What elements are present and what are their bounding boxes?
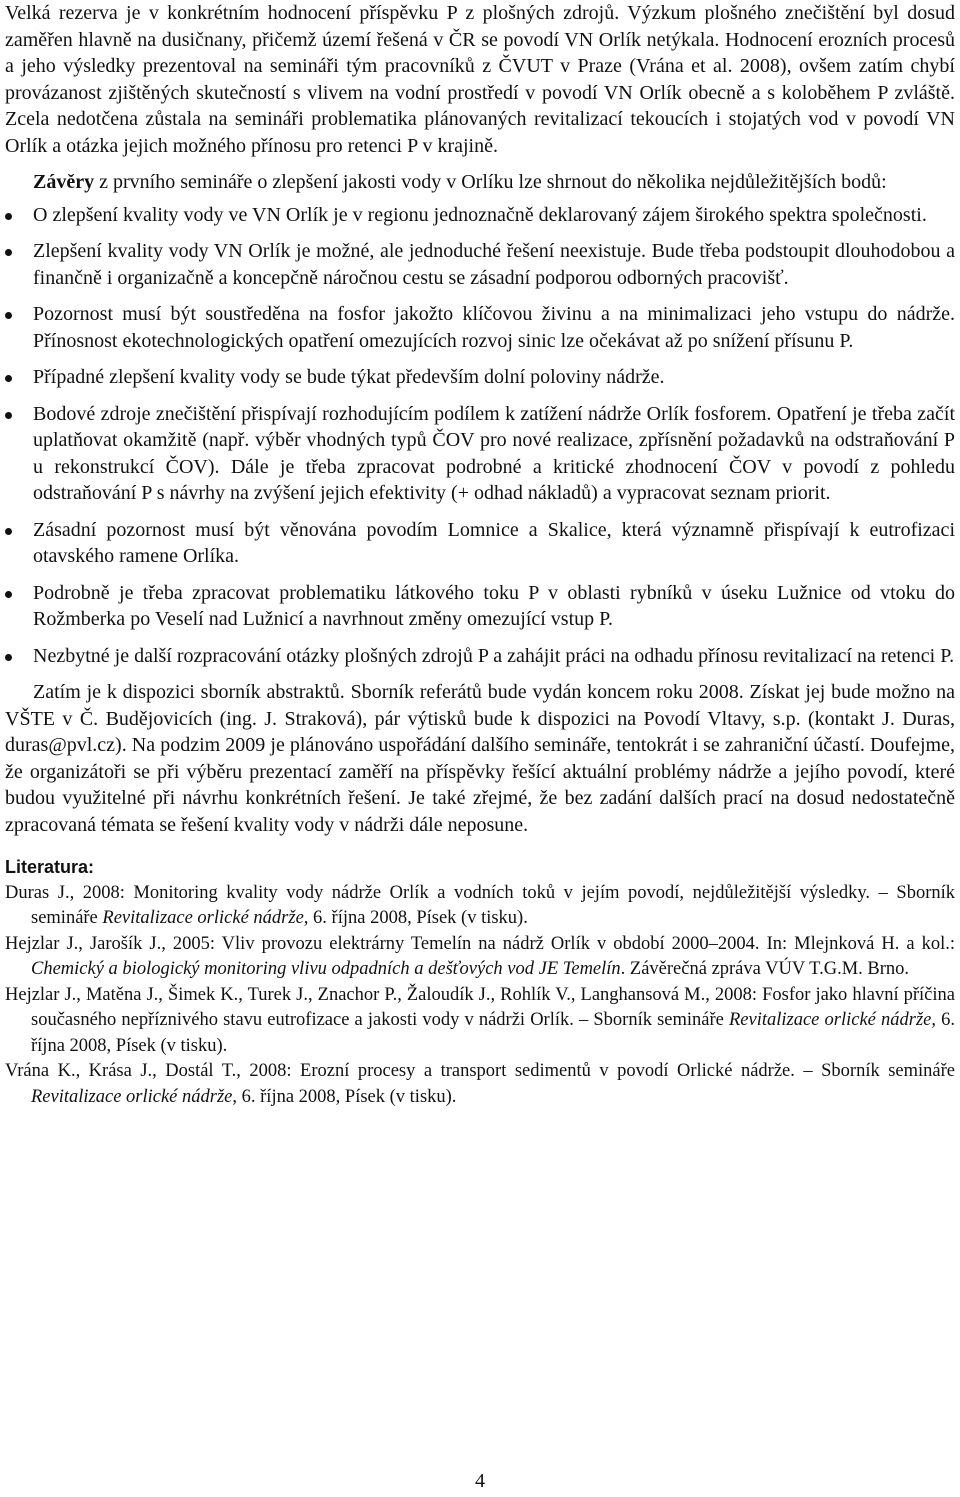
list-item xyxy=(5,401,955,507)
list-item-text: Případné zlepšení kvality vody se bude týkat především dolní poloviny nádrže. xyxy=(33,366,665,388)
list-item xyxy=(5,301,955,354)
document-page xyxy=(5,0,955,1110)
intro-text-part1: Velká rezerva je v konkrétním hodnocení příspěvku P z plošných zdrojů. Výzkum plošného znečištění byl dosud zaměřen hlavně na dusičnany, přičemž území řešená v ČR se povodí VN Orlík netýkala. Hodnocení erozních procesů a jeho výsledky prezentoval na semináři tým pracovníků z ČVUT v Praze (Vrána et al. 2008), ovšem zatím chybí provázanost zjištěných skutečností s vlivem na vodní prostředí v povodí VN Orlík obecně a s koloběhem P zvláště. xyxy=(5,2,955,104)
bullet-icon xyxy=(5,312,12,319)
reference-item xyxy=(5,881,955,932)
literature-heading: Literatura: xyxy=(5,857,95,877)
reference-text: Hejzlar J., Jarošík J., 2005: Vliv provozu elektrárny Temelín na nádrž Orlík v období 2000–2004. In: Mlejnková H. a kol.: xyxy=(5,933,955,954)
reference-text: , 6. října 2008, Písek (v tisku). xyxy=(31,1010,955,1056)
reference-item xyxy=(5,983,955,1060)
reference-title: Revitalizace orlické nádrže xyxy=(728,1010,932,1030)
list-item-text: Zásadní pozornost musí být věnována povodím Lomnice a Skalice, která významně přispívají k eutrofizaci otavského ramene Orlíka. xyxy=(33,518,955,567)
reference-text: , 6. října 2008, Písek (v tisku). xyxy=(303,908,528,928)
closing-paragraph: Zatím je k dispozici sborník abstraktů. Sborník referátů bude vydán koncem roku 2008. Získat jej bude možno na VŠTE v Č. Budějovicích (ing. J. Straková), pár výtisků bude k dispozici na Povodí Vltavy, s.p. (kontakt J. Duras, duras@pvl.cz). Na podzim 2009 je plánováno uspořádání dalšího semináře, tentokrát i se zahraniční účastí. Doufejme, že organizátoři se při výběru prezentací zaměří na příspěvky řešící aktuální problémy nádrže a jejího povodí, které budou využitelné při návrhu konkrétních řešení. Je také zřejmé, že bez zadání dalších prací na dosud nedostatečně zpracovaná témata se řešení kvality vody v nádrži dále neposune. xyxy=(5,681,955,836)
intro-paragraph xyxy=(5,0,955,159)
reference-text: . Závěrečná zpráva VÚV T.G.M. Brno. xyxy=(620,959,910,979)
list-item xyxy=(5,202,955,229)
list-item xyxy=(5,517,955,570)
bullet-icon xyxy=(5,528,12,535)
reference-text: Hejzlar J., Matěna J., Šimek K., Turek J., Znachor P., Žaloudík J., Rohlík V., Langhansová M., 2008: Fosfor jako hlavní příčina současného nepříznivého stavu eutrofizace a jakosti vody v nádrži Orlík. – Sborník semináře xyxy=(5,984,955,1030)
summary-paragraph xyxy=(5,169,955,196)
page-number: 4 xyxy=(475,1470,485,1492)
reference-title: Chemický a biologický monitoring vlivu odpadních a dešťových vod JE Temelín xyxy=(31,959,621,979)
list-item xyxy=(5,643,955,670)
conclusions-list xyxy=(5,202,955,670)
bullet-icon xyxy=(5,249,12,256)
reference-text: , 6. října 2008, Písek (v tisku). xyxy=(232,1086,457,1107)
summary-bold-lead: Závěry xyxy=(33,171,95,193)
list-item xyxy=(5,364,955,391)
reference-item xyxy=(5,1059,955,1110)
reference-title: Revitalizace orlické nádrže xyxy=(31,1086,233,1107)
list-item-text: O zlepšení kvality vody ve VN Orlík je v regionu jednoznačně deklarovaný zájem širokého spektra společnosti. xyxy=(33,203,927,226)
reference-text: Vrána K., Krása J., Dostál T., 2008: Erozní procesy a transport sedimentů v povodí Orlické nádrže. – Sborník semináře xyxy=(5,1061,955,1081)
list-item-text: Nezbytné je další rozpracování otázky plošných zdrojů P a zahájit práci na odhadu přínosu revitalizací na retenci P. xyxy=(33,644,955,667)
list-item-text: Bodové zdroje znečištění přispívají rozhodujícím podílem k zatížení nádrže Orlík fosforem. Opatření je třeba začít uplatňovat okamžitě (např. výběr vhodných typů ČOV pro nové realizace, zpřísnění požadavků na odstraňování P u rekonstrukcí ČOV). Dále je třeba zpracovat podrobné a kritické zhodnocení ČOV v povodí z pohledu odstraňování P s návrhy na zvýšení jejich efektivity (+ odhad nákladů) a vypracovat seznam priorit. xyxy=(33,402,955,504)
list-item xyxy=(5,238,955,291)
bullet-icon xyxy=(5,213,12,220)
intro-text-part2: Zcela nedotčena zůstala na semináři problematika plánovaných revitalizací tekoucích i stojatých vod v povodí VN Orlík a otázka jejich možného přínosu pro retenci P v krajině. xyxy=(5,108,955,157)
list-item-text: Zlepšení kvality vody VN Orlík je možné, ale jednoduché řešení neexistuje. Bude třeba podstoupit dlouhodobou a finančně i organizačně a koncepčně náročnou cestu se zásadní podporou odborných pracovišť. xyxy=(33,240,955,289)
list-item-text: Pozornost musí být soustředěna na fosfor jakožto klíčovou živinu a na minimalizaci jeho vstupu do nádrže. Přínosnost ekotechnologických opatření omezujících rozvoj sinic lze očekávat až po snížení přísunu P. xyxy=(33,303,955,352)
reference-item xyxy=(5,932,955,983)
reference-title: Revitalizace orlické nádrže xyxy=(102,908,304,928)
bullet-icon xyxy=(5,654,12,661)
bullet-icon xyxy=(5,375,12,382)
list-item-text: Podrobně je třeba zpracovat problematiku látkového toku P v oblasti rybníků v úseku Lužnice od vtoku do Rožmberka po Veselí nad Lužnicí a navrhnout změny omezující vstup P. xyxy=(33,581,955,630)
summary-text: z prvního semináře o zlepšení jakosti vody v Orlíku lze shrnout do několika nejdůležitějších bodů: xyxy=(99,171,887,193)
references-list xyxy=(5,881,955,1111)
bullet-icon xyxy=(5,412,12,419)
reference-text: Duras J., 2008: Monitoring kvality vody nádrže Orlík a vodních toků v jejím povodí, nejdůležitější výsledky. – Sborník semináře xyxy=(5,882,955,928)
list-item xyxy=(5,580,955,633)
bullet-icon xyxy=(5,591,12,598)
